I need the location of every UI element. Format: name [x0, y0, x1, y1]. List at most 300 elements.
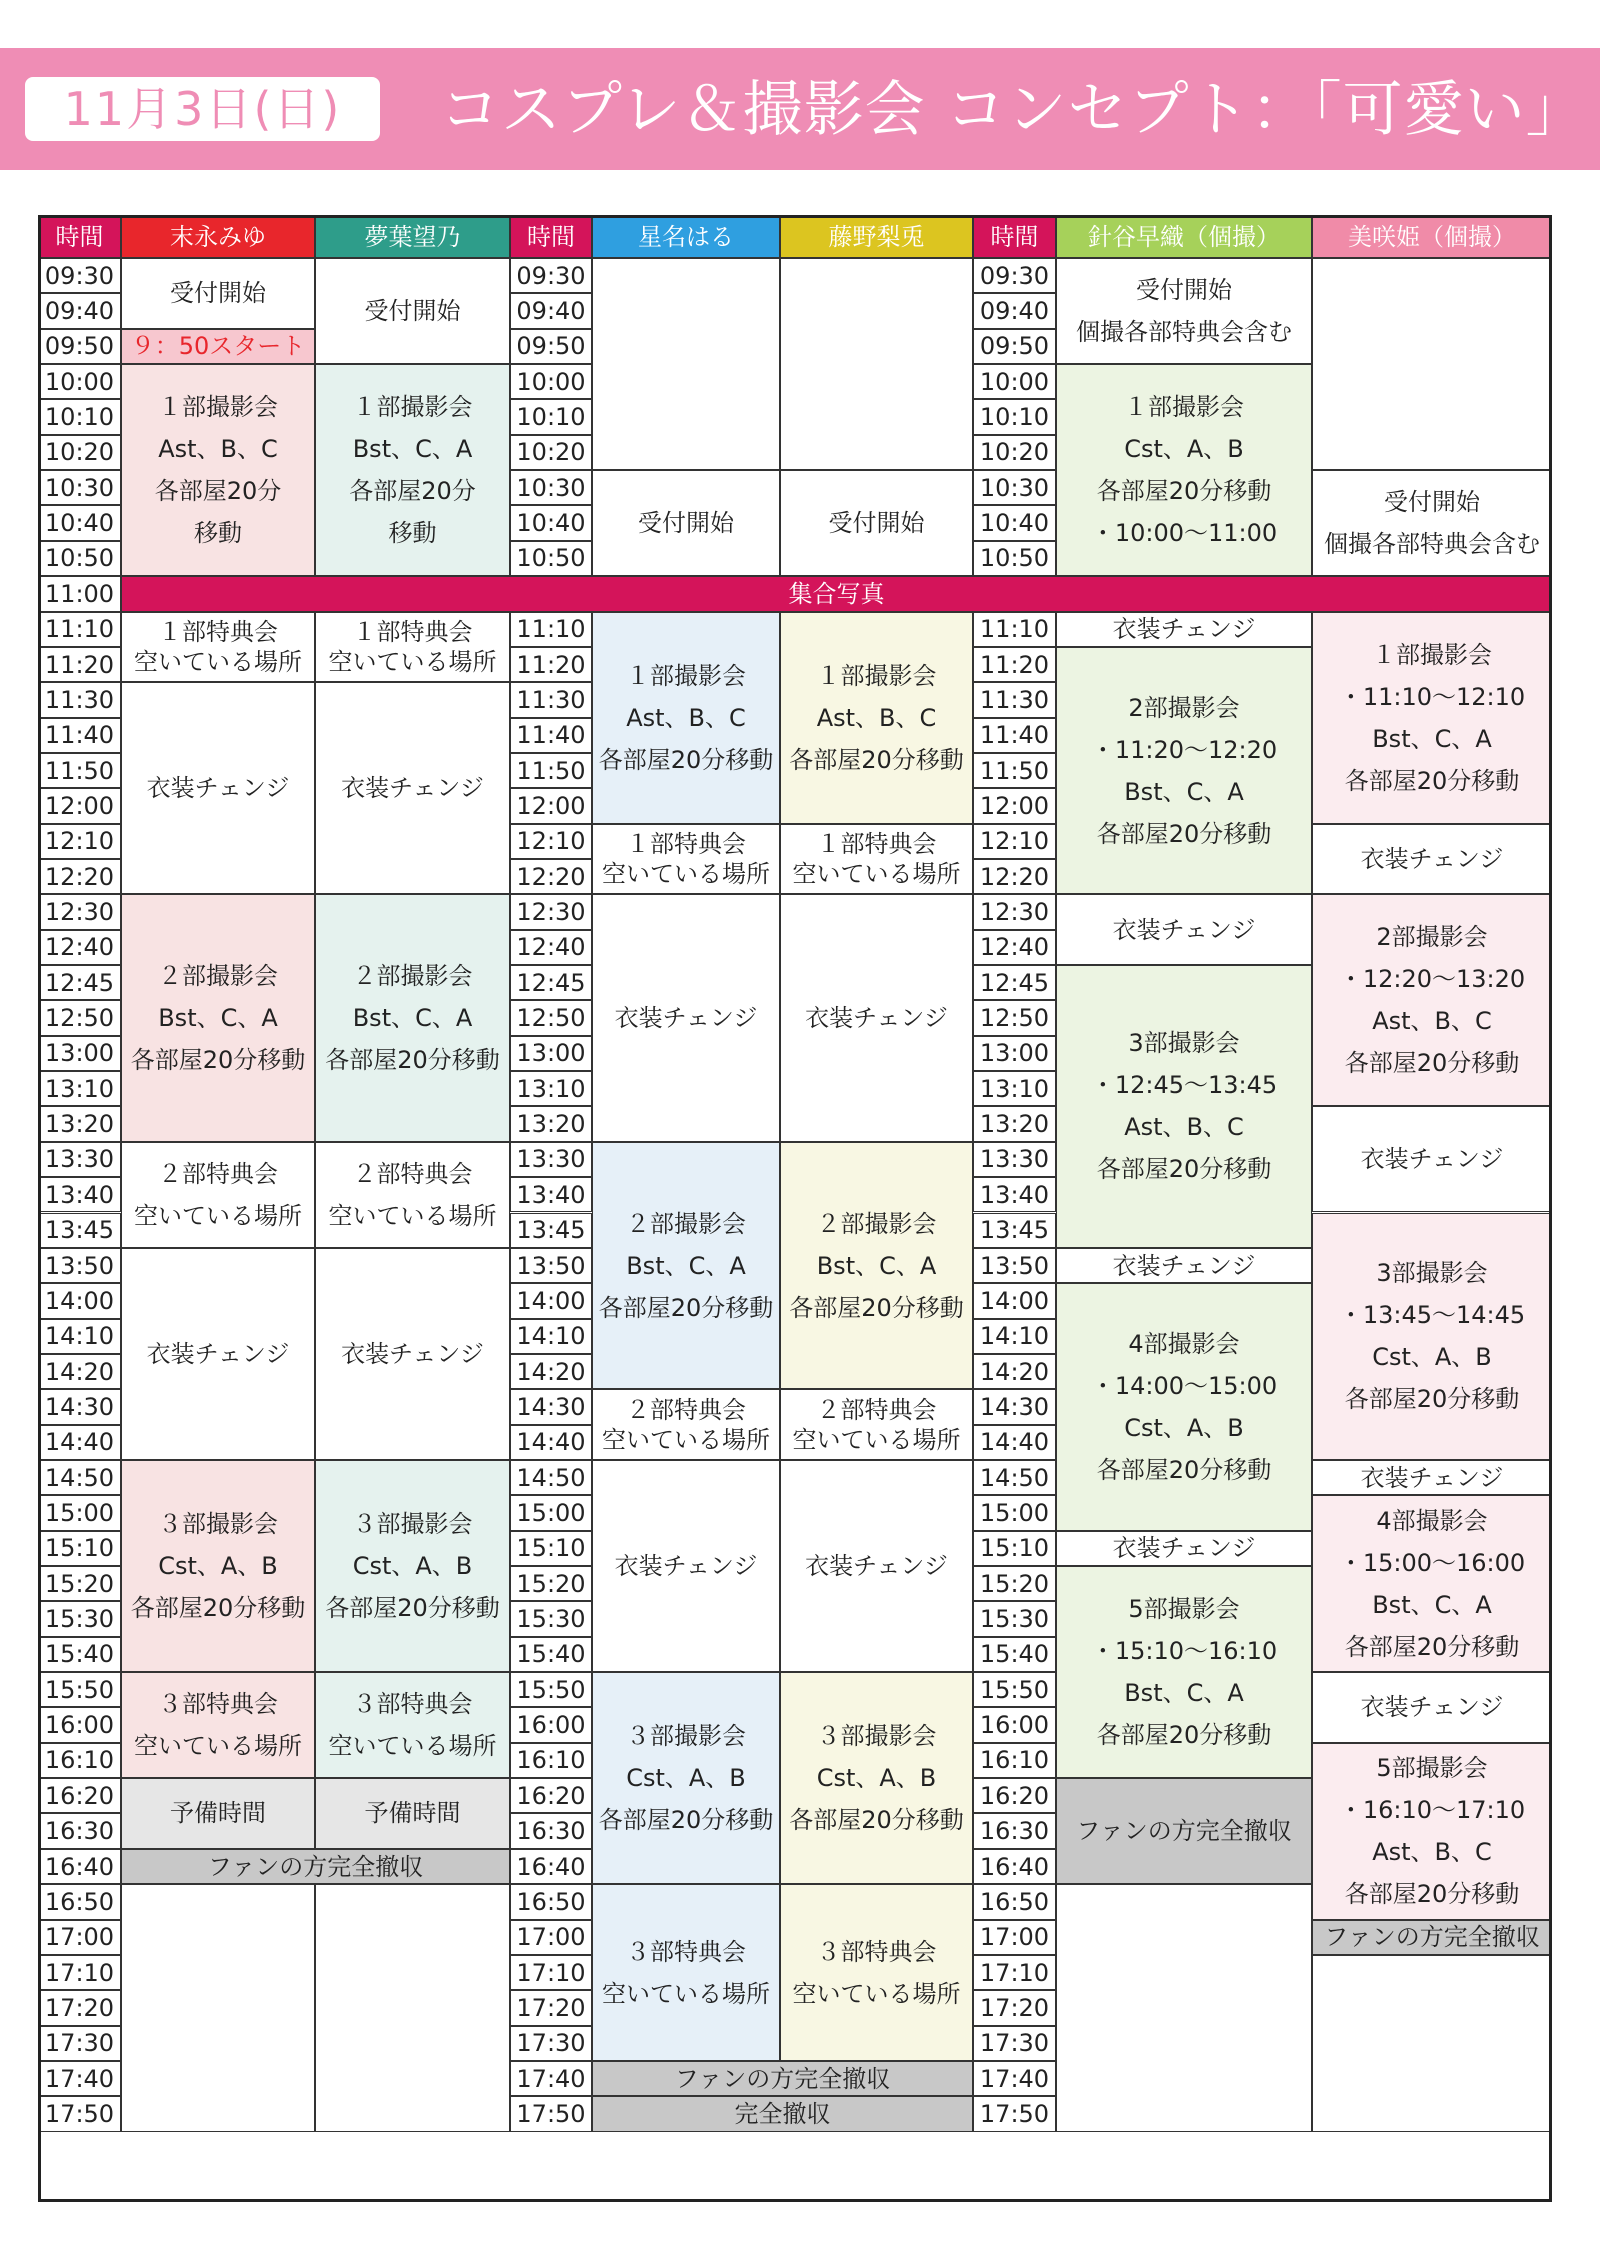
cell-text: 13:30	[516, 1145, 586, 1174]
cell-text: 14:10	[516, 1322, 586, 1351]
time-cell	[510, 1248, 592, 1283]
cell-text: 15:50	[979, 1675, 1050, 1704]
yumeba-block	[315, 894, 510, 1141]
cell-text: 09:30	[44, 261, 115, 290]
cell-text: 13:50	[979, 1251, 1050, 1280]
cell-text: 14:00	[979, 1286, 1050, 1315]
fujino-block	[780, 1672, 973, 1884]
time-cell	[510, 1955, 592, 1990]
cell-text: 13:00	[44, 1039, 115, 1068]
cell-text: 各部屋20分移動	[1344, 1049, 1520, 1078]
cell-text: １部撮影会	[1124, 393, 1244, 422]
cell-text: 17:10	[516, 1958, 586, 1987]
column-header	[315, 215, 510, 258]
cell-text: 16:40	[516, 1852, 586, 1881]
hariya-block	[1056, 1566, 1312, 1778]
cell-text: 09:40	[516, 297, 586, 326]
hariya-block	[1056, 894, 1312, 965]
cell-text: 11:00	[44, 579, 115, 608]
time-cell	[38, 470, 121, 505]
cell-text: 12:10	[516, 827, 586, 856]
suenaga-block	[121, 1142, 315, 1248]
cell-text: 15:30	[44, 1605, 115, 1634]
cell-text: ２部特典会	[352, 1159, 473, 1188]
column-header	[1312, 215, 1552, 258]
time-cell	[38, 1813, 121, 1848]
cell-text: ・15:00〜16:00	[1338, 1548, 1526, 1577]
time-cell	[38, 1142, 121, 1177]
time-cell	[973, 505, 1056, 540]
cell-text: 12:30	[979, 898, 1050, 926]
cell-text: 衣装チェンジ	[1112, 615, 1256, 644]
cell-text: 15:00	[516, 1498, 586, 1527]
time-cell	[973, 1672, 1056, 1707]
time-cell	[510, 1425, 592, 1460]
time-cell	[38, 965, 121, 1000]
cell-text: 11:30	[44, 685, 115, 714]
cell-text: 09:50	[44, 332, 115, 361]
cell-text: ２部撮影会	[158, 962, 278, 991]
yumeba-block	[315, 1142, 510, 1248]
cell-text: Ast、B、C	[158, 435, 278, 464]
cell-text: 13:20	[516, 1110, 586, 1139]
cell-text: ・16:10〜17:10	[1338, 1796, 1526, 1825]
misaki-block	[1312, 258, 1552, 470]
hariya-block	[1056, 1248, 1312, 1283]
cell-text: 10:40	[516, 509, 586, 538]
cell-text: ２部撮影会	[352, 962, 473, 991]
time-cell	[38, 1955, 121, 1990]
time-cell	[510, 1849, 592, 1884]
time-cell	[38, 1743, 121, 1778]
cell-text: ２部撮影会	[816, 1209, 937, 1238]
misaki-block	[1312, 470, 1552, 576]
cell-text: 11:50	[516, 756, 586, 785]
cell-text: Bst、C、A	[1372, 1590, 1492, 1619]
yumeba-block	[315, 258, 510, 364]
cell-text: 13:50	[44, 1251, 115, 1280]
cell-text: 16:40	[44, 1852, 115, 1881]
time-cell	[510, 1071, 592, 1106]
cell-text: 10:40	[979, 509, 1050, 538]
cell-text: 14:30	[516, 1392, 586, 1421]
time-cell	[973, 435, 1056, 470]
fujino-block	[780, 1884, 973, 2061]
cell-text: Bst、C、A	[1124, 1679, 1244, 1708]
cell-text: 5部撮影会	[1128, 1595, 1240, 1624]
yumeba-block	[315, 1884, 510, 2131]
time-cell	[38, 1566, 121, 1601]
fujino-block	[780, 824, 973, 895]
cell-text: 14:30	[979, 1392, 1050, 1421]
suenaga-block	[121, 1460, 315, 1672]
cell-text: 14:50	[44, 1463, 115, 1492]
time-cell	[510, 1142, 592, 1177]
cell-text: 17:40	[516, 2064, 586, 2093]
suenaga-block	[121, 258, 315, 329]
yumeba-block	[315, 364, 510, 576]
cell-text: ・11:10〜12:10	[1338, 682, 1526, 711]
cell-text: 10:20	[44, 438, 115, 467]
cell-text: 空いている場所	[602, 859, 770, 888]
cell-text: 空いている場所	[134, 647, 302, 676]
cell-text: 空いている場所	[328, 1732, 497, 1761]
cell-text: 13:40	[44, 1180, 115, 1209]
cell-text: 空いている場所	[134, 1201, 302, 1230]
cell-text: 17:00	[516, 1923, 586, 1952]
yumeba-block	[315, 1460, 510, 1672]
cell-text: １部撮影会	[158, 393, 278, 422]
suenaga-block	[121, 682, 315, 894]
cell-text: ３部特典会	[352, 1690, 473, 1719]
cell-text: 空いている場所	[328, 1201, 497, 1230]
cell-text: 10:50	[44, 544, 115, 573]
cell-text: ３部特典会	[816, 1937, 937, 1966]
cell-text: 10:30	[44, 473, 115, 502]
cell-text: 17:40	[979, 2064, 1050, 2093]
cell-text: 衣装チェンジ	[805, 1004, 948, 1033]
hariya-block	[1056, 364, 1312, 576]
fujino-block	[780, 1460, 973, 1672]
time-cell	[510, 788, 592, 823]
suenaga-block	[121, 1248, 315, 1460]
cell-text: 15:40	[44, 1640, 115, 1669]
cell-text: 4部撮影会	[1376, 1506, 1488, 1535]
cell-text: 16:10	[44, 1746, 115, 1775]
cell-text: 13:00	[516, 1039, 586, 1068]
time-cell	[510, 505, 592, 540]
cell-text: 衣装チェンジ	[1360, 844, 1504, 873]
cell-text: 空いている場所	[134, 1732, 302, 1761]
cell-text: 移動	[194, 519, 242, 548]
cell-text: 15:20	[516, 1569, 586, 1598]
yumeba-block	[315, 1778, 510, 1849]
hariya-block	[1056, 1778, 1312, 1884]
cell-text: 12:45	[44, 968, 115, 997]
cell-text: 14:00	[516, 1286, 586, 1315]
time-cell	[973, 718, 1056, 753]
time-cell	[973, 1531, 1056, 1566]
time-cell	[38, 1778, 121, 1813]
time-cell	[38, 1354, 121, 1389]
cell-text: 13:50	[516, 1251, 586, 1280]
cell-text: 受付開始	[1384, 488, 1480, 517]
misaki-block	[1312, 824, 1552, 895]
pair2_end	[592, 2096, 973, 2131]
cell-text: Bst、C、A	[352, 435, 473, 464]
cell-text: 16:10	[979, 1746, 1050, 1775]
cell-text: 各部屋20分移動	[1096, 1721, 1272, 1750]
time-cell	[510, 1495, 592, 1530]
time-cell	[510, 1990, 592, 2025]
time-cell	[973, 1177, 1056, 1212]
cell-text: Ast、B、C	[1372, 1007, 1492, 1036]
cell-text: 14:40	[44, 1428, 115, 1457]
cell-text: 16:30	[979, 1817, 1050, 1846]
time-cell	[973, 1707, 1056, 1742]
cell-text: 10:10	[44, 403, 115, 432]
time-cell	[973, 1884, 1056, 1919]
cell-text: 17:20	[516, 1993, 586, 2022]
time-cell	[973, 1920, 1056, 1955]
cell-text: 各部屋20分移動	[789, 745, 964, 774]
time-cell	[510, 470, 592, 505]
cell-text: 13:10	[979, 1074, 1050, 1103]
cell-text: 各部屋20分移動	[1344, 1880, 1520, 1909]
cell-text: 10:00	[516, 367, 586, 396]
time-cell	[973, 824, 1056, 859]
time-cell	[973, 258, 1056, 293]
time-cell	[510, 2026, 592, 2061]
time-cell	[38, 1601, 121, 1636]
cell-text: 各部屋20分移動	[1096, 1455, 1272, 1484]
time-cell	[973, 788, 1056, 823]
cell-text: 5部撮影会	[1376, 1754, 1488, 1783]
time-cell	[38, 1920, 121, 1955]
cell-text: 衣装チェンジ	[1360, 1145, 1504, 1174]
cell-text: 針谷早織（個撮）	[1088, 222, 1280, 251]
cell-text: 末永みゆ	[170, 222, 266, 251]
time-cell	[973, 1495, 1056, 1530]
cell-text: 09:50	[979, 332, 1050, 361]
hoshina-block	[592, 258, 780, 470]
cell-text: 13:40	[979, 1180, 1050, 1209]
hoshina-block	[592, 1142, 780, 1389]
cell-text: 15:30	[516, 1605, 586, 1634]
time-cell	[38, 1177, 121, 1212]
hariya-block	[1056, 647, 1312, 894]
cell-text: ３部撮影会	[626, 1722, 746, 1751]
cell-text: 衣装チェンジ	[1360, 1463, 1504, 1492]
cell-text: 12:45	[516, 968, 586, 997]
cell-text: 衣装チェンジ	[146, 774, 290, 803]
cell-text: 予備時間	[364, 1799, 461, 1828]
cell-text: 14:40	[979, 1428, 1050, 1457]
cell-text: 13:10	[44, 1074, 115, 1103]
yumeba-block	[315, 1248, 510, 1460]
cell-text: 受付開始	[1136, 276, 1232, 305]
cell-text: 11:50	[44, 756, 115, 785]
cell-text: 16:30	[516, 1817, 586, 1846]
cell-text: ２部特典会	[626, 1395, 746, 1424]
cell-text: 13:45	[516, 1216, 586, 1245]
cell-text: １部特典会	[158, 617, 278, 646]
time-cell	[38, 894, 121, 929]
suenaga-block	[121, 612, 315, 683]
cell-text: 16:20	[979, 1781, 1050, 1810]
cell-text: 衣装チェンジ	[1112, 1251, 1256, 1280]
cell-text: 12:40	[979, 933, 1050, 962]
cell-text: 09:40	[979, 297, 1050, 326]
cell-text: １部撮影会	[1372, 640, 1492, 669]
cell-text: 11:20	[979, 650, 1050, 679]
cell-text: 15:20	[44, 1569, 115, 1598]
cell-text: 10:30	[516, 473, 586, 502]
cell-text: 各部屋20分移動	[598, 745, 774, 774]
cell-text: 空いている場所	[602, 1425, 770, 1454]
cell-text: 15:50	[44, 1675, 115, 1704]
cell-text: 11:30	[979, 685, 1050, 714]
cell-text: 10:40	[44, 509, 115, 538]
time-cell	[38, 435, 121, 470]
time-cell	[38, 1531, 121, 1566]
suenaga-block	[121, 1884, 315, 2131]
cell-text: Cst、A、B	[352, 1552, 473, 1580]
cell-text: 09:30	[516, 261, 586, 290]
cell-text: 16:00	[516, 1711, 586, 1740]
cell-text: 15:00	[44, 1498, 115, 1527]
time-cell	[38, 1283, 121, 1318]
cell-text: 16:50	[44, 1887, 115, 1916]
time-cell	[38, 1000, 121, 1035]
time-cell	[973, 1389, 1056, 1424]
pair1_clear	[121, 1849, 510, 1884]
cell-text: 13:20	[44, 1110, 115, 1139]
cell-text: ３部撮影会	[816, 1722, 937, 1751]
cell-text: 12:10	[979, 827, 1050, 856]
hariya-block	[1056, 965, 1312, 1248]
cell-text: １部撮影会	[626, 661, 746, 690]
cell-text: 17:30	[979, 2029, 1050, 2058]
cell-text: 13:30	[44, 1145, 115, 1174]
time-cell	[973, 1425, 1056, 1460]
time-cell	[973, 753, 1056, 788]
fujino-block	[780, 612, 973, 824]
cell-text: 11:10	[44, 615, 115, 644]
cell-text: 3部撮影会	[1376, 1259, 1488, 1288]
time-cell	[510, 1531, 592, 1566]
cell-text: 受付開始	[170, 279, 266, 308]
time-cell	[38, 329, 121, 364]
cell-text: ファンの方完全撤収	[1324, 1923, 1540, 1952]
time-cell	[510, 1884, 592, 1919]
cell-text: 17:40	[44, 2064, 115, 2093]
cell-text: 13:45	[979, 1216, 1050, 1245]
time-cell	[38, 1849, 121, 1884]
cell-text: １部特典会	[626, 829, 746, 858]
time-cell	[973, 1142, 1056, 1177]
fujino-block	[780, 1142, 973, 1389]
cell-text: ・11:20〜12:20	[1090, 735, 1278, 764]
cell-text: 16:30	[44, 1817, 115, 1846]
hoshina-block	[592, 824, 780, 895]
cell-text: 13:00	[979, 1039, 1050, 1068]
time-cell	[510, 1389, 592, 1424]
hoshina-block	[592, 470, 780, 576]
time-cell	[510, 1601, 592, 1636]
time-cell	[973, 1071, 1056, 1106]
hariya-block	[1056, 612, 1312, 647]
time-cell	[510, 965, 592, 1000]
time-cell	[38, 682, 121, 717]
time-cell	[510, 364, 592, 399]
column-header	[121, 215, 315, 258]
cell-text: 各部屋20分移動	[789, 1806, 964, 1835]
date-label: 11月3日(日)	[25, 77, 380, 141]
time-cell	[510, 1672, 592, 1707]
time-cell	[510, 1319, 592, 1354]
misaki-block	[1312, 1495, 1552, 1672]
suenaga-block	[121, 1672, 315, 1778]
time-cell	[38, 1213, 121, 1248]
cell-text: 09:40	[44, 297, 115, 326]
time-cell	[510, 399, 592, 434]
time-cell	[510, 1213, 592, 1248]
time-cell	[510, 293, 592, 328]
cell-text: 16:50	[979, 1887, 1050, 1916]
cell-text: Bst、C、A	[352, 1004, 473, 1033]
cell-text: 12:50	[979, 1004, 1050, 1033]
cell-text: 17:50	[979, 2099, 1050, 2128]
suenaga-block	[121, 329, 315, 364]
cell-text: 夢葉望乃	[364, 222, 461, 251]
cell-text: 11:20	[516, 650, 586, 679]
cell-text: 12:00	[516, 791, 586, 820]
cell-text: 時間	[990, 222, 1039, 251]
cell-text: 12:10	[44, 827, 115, 856]
time-cell	[973, 1566, 1056, 1601]
time-cell	[973, 859, 1056, 894]
cell-text: 各部屋20分移動	[130, 1594, 306, 1622]
cell-text: 3部撮影会	[1128, 1029, 1240, 1058]
cell-text: ・10:00〜11:00	[1090, 519, 1278, 548]
time-cell	[38, 1672, 121, 1707]
suenaga-block	[121, 1778, 315, 1849]
time-cell	[973, 1743, 1056, 1778]
cell-text: 11:10	[979, 615, 1050, 644]
column-header	[973, 215, 1056, 258]
time-cell	[510, 1354, 592, 1389]
cell-text: 13:40	[516, 1180, 586, 1209]
column-header	[1056, 215, 1312, 258]
cell-text: 各部屋20分移動	[1344, 766, 1520, 795]
cell-text: 12:20	[516, 862, 586, 891]
time-cell	[510, 1283, 592, 1318]
cell-text: 10:50	[516, 544, 586, 573]
cell-text: ３部撮影会	[352, 1510, 473, 1538]
time-cell	[38, 612, 121, 647]
cell-text: 空いている場所	[792, 1979, 961, 2008]
time-cell	[510, 894, 592, 929]
time-cell	[510, 1778, 592, 1813]
time-cell	[973, 930, 1056, 965]
time-cell	[38, 647, 121, 682]
cell-text: 10:30	[979, 473, 1050, 502]
time-cell	[38, 258, 121, 293]
time-cell	[510, 682, 592, 717]
cell-text: Cst、A、B	[1372, 1343, 1492, 1372]
hariya-block	[1056, 1884, 1312, 2131]
cell-text: 個撮各部特典会含む	[1324, 530, 1540, 559]
time-cell	[973, 399, 1056, 434]
time-cell	[973, 329, 1056, 364]
cell-text: 13:45	[44, 1216, 115, 1245]
cell-text: 14:20	[44, 1357, 115, 1386]
cell-text: 10:20	[516, 438, 586, 467]
time-cell	[38, 1884, 121, 1919]
cell-text: 15:00	[979, 1498, 1050, 1527]
misaki-block	[1312, 1460, 1552, 1495]
time-cell	[510, 718, 592, 753]
misaki-block	[1312, 1743, 1552, 1920]
cell-text: 14:20	[979, 1357, 1050, 1386]
cell-text: 17:00	[979, 1923, 1050, 1952]
time-cell	[973, 1601, 1056, 1636]
time-cell	[510, 753, 592, 788]
cell-text: 空いている場所	[792, 1425, 961, 1454]
time-cell	[38, 1990, 121, 2025]
group-photo-banner	[121, 576, 1552, 611]
